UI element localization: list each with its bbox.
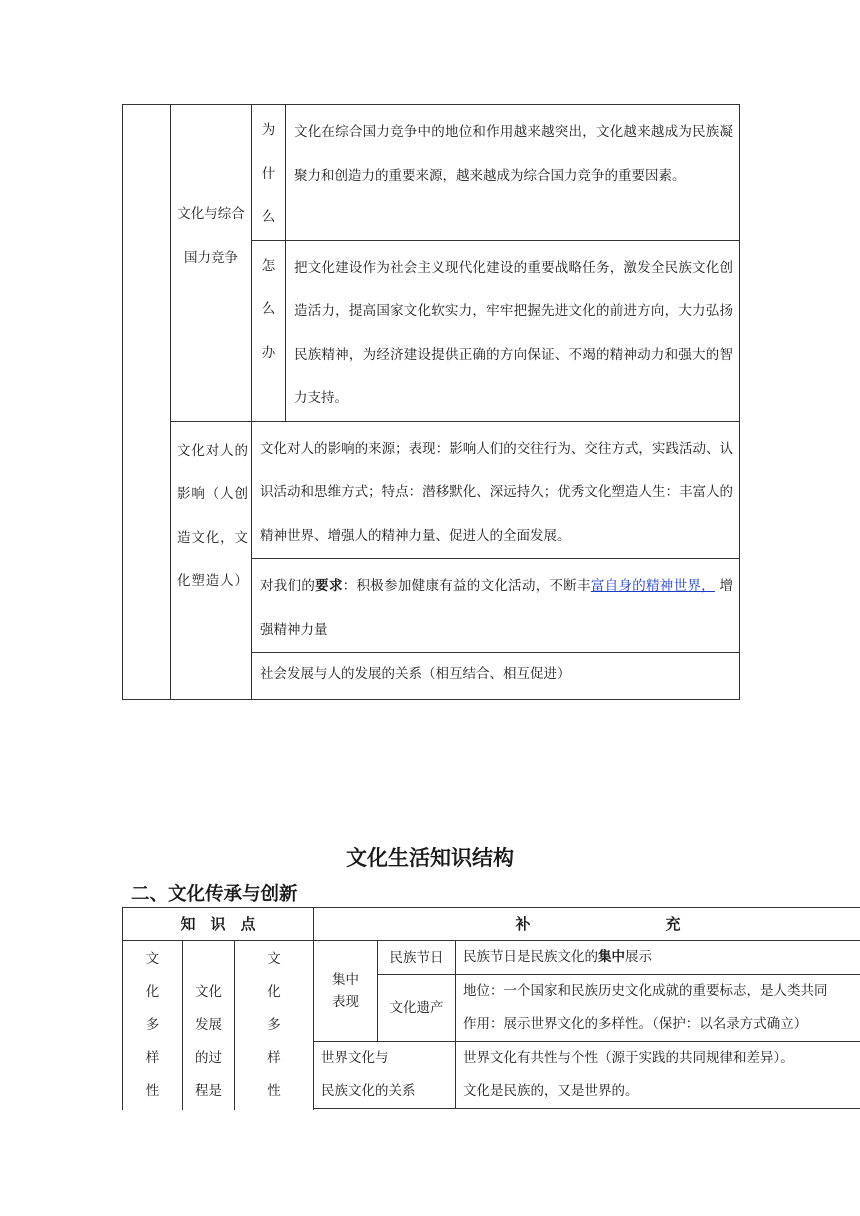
festival-label: 民族节日 [378,941,456,975]
header-knowledge: 知 识 点 [123,908,314,941]
culture-table-1 [122,104,740,700]
culture-influence-label: 文化对人的影响（人创造文化，文化塑造人） [171,421,252,700]
heritage-text: 地位：一个国家和民族历史文化成就的重要标志，是人类共同 作用：展示世界文化的多样性。（保护：以名录方式确立） [456,975,860,1042]
requirement-text: 对我们的要求：积极参加健康有益的文化活动，不断丰富自身的精神世界， 增强精神力量 [252,559,740,653]
world-relation-label: 世界文化与 民族文化的关系 [314,1042,456,1109]
col1-diversity: 文 化 多 样 性 [123,941,183,1111]
blank-left-column [123,105,171,700]
influence-text: 文化对人的影响的来源；表现：影响人们的交往行为、交往方式，实践活动、认识活动和思维方式；特点：潜移默化、深远持久；优秀文化塑造人生：丰富人的精神世界、增强人的精神力量、促进人的全面发展。 [252,421,740,559]
requirement-link[interactable]: 富自身的精神世界， [590,578,715,594]
col3-diversity: 文 化 多 样 性 [235,941,314,1111]
culture-table-2 [122,907,860,1110]
world-relation-text: 世界文化有共性与个性（源于实践的共同规律和差异）。 文化是民族的，又是世界的。 [456,1042,860,1109]
main-title: 文化生活知识结构 [346,846,514,870]
why-label: 为 什 么 [252,105,286,241]
header-supplement: 补 充 [314,908,860,941]
how-text: 把文化建设作为社会主义现代化建设的重要战略任务，激发全民族文化创造活力，提高国家文化软实力，牢牢把握先进文化的前进方向，大力弘扬民族精神，为经济建设提供正确的方向保证、不竭的精神动力和强大的智力支持。 [286,240,740,421]
culture-competition-label: 文化与综合国力竞争 [171,105,252,422]
how-label: 怎 么 办 [252,240,286,421]
col2-development: 文化 发展 的过 程是 [183,941,235,1111]
why-text: 文化在综合国力竞争中的地位和作用越来越突出，文化越来越成为民族凝聚力和创造力的重要来源，越来越成为综合国力竞争的重要因素。 [286,105,740,241]
concentrated-label: 集中表现 [314,941,378,1042]
section-title: 二、文化传承与创新 [131,884,298,905]
relation-text: 社会发展与人的发展的关系（相互结合、相互促进） [252,653,740,700]
festival-text: 民族节日是民族文化的集中展示 [456,941,860,975]
heritage-label: 文化遗产 [378,975,456,1042]
culture-table-2-wrapper [122,907,860,1110]
